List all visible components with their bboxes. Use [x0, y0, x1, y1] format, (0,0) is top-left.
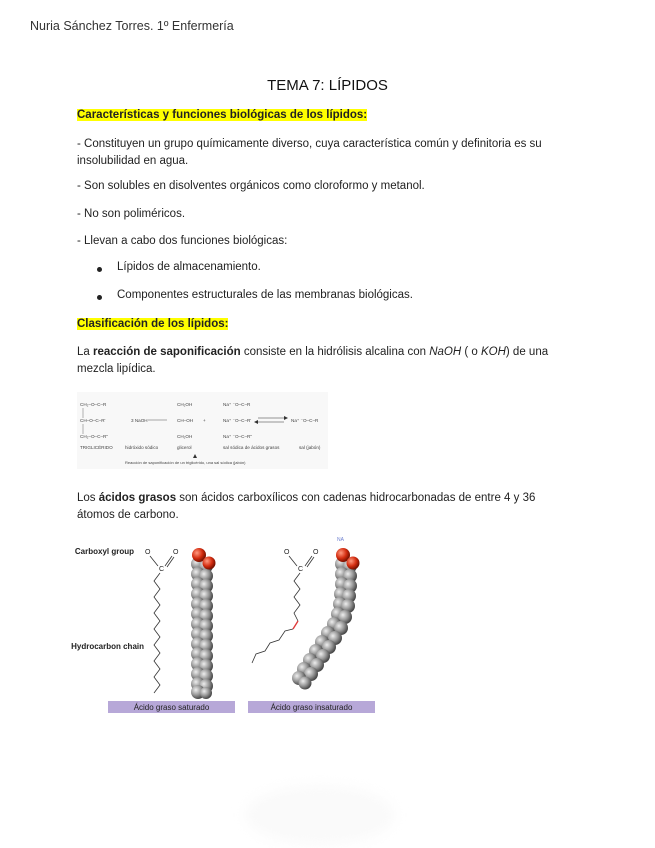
- svg-text:CH–OH: CH–OH: [177, 418, 194, 423]
- svg-text:NA: NA: [337, 537, 344, 543]
- author-header: Nuria Sánchez Torres. 1º Enfermería: [30, 19, 234, 33]
- svg-text:Na⁺ ⁻O–C–R': Na⁺ ⁻O–C–R': [223, 418, 252, 423]
- paragraph-non-polymeric: - No son poliméricos.: [77, 208, 186, 220]
- unsaturated-caption: Ácido graso insaturado: [270, 703, 353, 712]
- svg-text:Reacción de saponificación de: Reacción de saponificación de un triglicérido, una sal sódica (jabón): [125, 460, 246, 465]
- section-heading-characteristics: [77, 107, 567, 124]
- svg-text:CH₂–O–C–R: CH₂–O–C–R: [80, 402, 107, 407]
- hydrocarbon-chain-label: Hydrocarbon chain: [71, 642, 144, 651]
- svg-text:glicerol: glicerol: [177, 445, 192, 450]
- section-heading-classification: [77, 316, 567, 333]
- term-fatty-acids: ácidos grasos: [98, 492, 177, 504]
- svg-text:O: O: [284, 549, 290, 556]
- bullet-dot-icon: [97, 295, 102, 300]
- bullet-dot-icon: [97, 267, 102, 272]
- page-smudge: [245, 785, 395, 845]
- svg-text:O: O: [145, 549, 151, 556]
- paragraph-saponification: La reacción de saponificación consiste en la hidrólisis alcalina con NaOH ( o KOH) de una mezcla lipídica.: [77, 346, 549, 375]
- svg-text:sal sódica de ácidos grasos: sal sódica de ácidos grasos: [223, 445, 280, 450]
- svg-text:3 NaOH: 3 NaOH: [131, 418, 148, 423]
- saponification-reaction-image: [77, 392, 328, 469]
- formula-koh: KOH: [480, 346, 506, 358]
- svg-text:CH–O–C–R': CH–O–C–R': [80, 418, 106, 423]
- svg-text:O: O: [313, 549, 319, 556]
- saturated-caption: Ácido graso saturado: [133, 703, 210, 712]
- fatty-acid-structure-figure: [71, 532, 385, 717]
- svg-text:Na⁺ ⁻O–C–R: Na⁺ ⁻O–C–R: [291, 418, 319, 423]
- paragraph-insolubility: - Constituyen un grupo químicamente diverso, cuya característica común y definitoria es su insolubilidad en agua.: [77, 138, 542, 167]
- paragraph-functions: - Llevan a cabo dos funciones biológicas:: [77, 235, 288, 247]
- svg-text:sal (jabón): sal (jabón): [299, 445, 321, 450]
- svg-text:CH₂OH: CH₂OH: [177, 402, 193, 407]
- svg-text:O: O: [173, 549, 179, 556]
- svg-text:C: C: [159, 566, 165, 573]
- svg-text:C: C: [298, 566, 304, 573]
- list-item-text: Lípidos de almacenamiento.: [117, 261, 261, 273]
- highlighted-heading: Clasificación de los lípidos:: [77, 318, 229, 330]
- svg-text:CH₂OH: CH₂OH: [177, 434, 193, 439]
- svg-text:Na⁺ ⁻O–C–R'': Na⁺ ⁻O–C–R'': [223, 434, 253, 439]
- page-title: TEMA 7: LÍPIDOS: [267, 77, 388, 94]
- saturated-fatty-acid-model: [191, 548, 216, 699]
- highlighted-heading: Características y funciones biológicas de los lípidos:: [77, 109, 368, 121]
- svg-text:+: +: [203, 418, 206, 423]
- svg-text:hidróxido sódico: hidróxido sódico: [125, 445, 159, 450]
- paragraph-fatty-acids: Los ácidos grasos son ácidos carboxílicos con cadenas hidrocarbonadas de entre 4 y 36 átomos de carbono.: [77, 492, 536, 521]
- list-item-text: Componentes estructurales de las membranas biológicas.: [117, 289, 413, 301]
- paragraph-solubility: - Son solubles en disolventes orgánicos como cloroformo y metanol.: [77, 180, 425, 192]
- term-saponification: reacción de saponificación: [93, 346, 241, 358]
- svg-text:TRIGLICÉRIDO: TRIGLICÉRIDO: [80, 445, 113, 450]
- carboxyl-group-label: Carboxyl group: [74, 547, 134, 556]
- svg-text:Na⁺ ⁻O–C–R: Na⁺ ⁻O–C–R: [223, 402, 251, 407]
- formula-naoh: NaOH: [429, 346, 462, 358]
- svg-text:CH₂–O–C–R'': CH₂–O–C–R'': [80, 434, 109, 439]
